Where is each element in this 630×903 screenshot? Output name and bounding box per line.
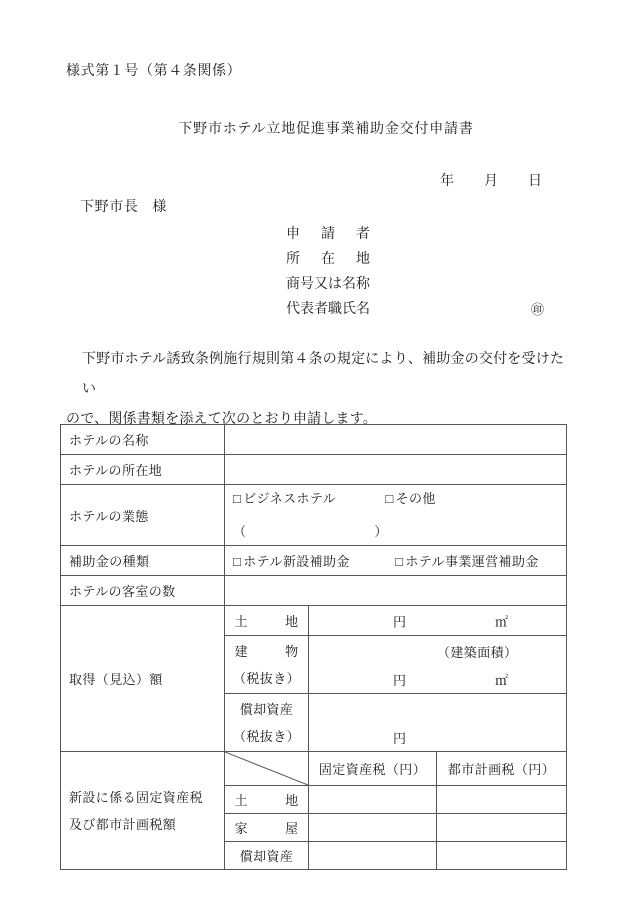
checkbox-icon: □ bbox=[233, 554, 242, 569]
diagonal-line-icon bbox=[225, 752, 308, 785]
applicant-address-label: 所 在 地 bbox=[286, 252, 370, 267]
body-paragraph bbox=[66, 345, 566, 435]
hotel-address-label: ホテルの所在地 bbox=[61, 455, 225, 485]
square-meter-unit-label: ㎡ bbox=[495, 614, 509, 629]
tax-land-fixed-value[interactable] bbox=[309, 786, 437, 814]
table-row-tax-header bbox=[61, 752, 567, 786]
hotel-type-label: ホテルの業態 bbox=[61, 485, 225, 546]
body-paragraph-line2: ので、関係書類を添えて次のとおり申請します。 bbox=[66, 412, 377, 427]
table-row-hotel-address bbox=[61, 455, 567, 485]
tax-depreciable-label: 償却資産 bbox=[225, 842, 309, 870]
subsidy-option1-label: ホテル新設補助金 bbox=[243, 554, 350, 569]
tax-header-city-planning: 都市計画税（円） bbox=[437, 752, 567, 786]
subsidy-type-label: 補助金の種類 bbox=[61, 546, 225, 576]
date-day-label: 日 bbox=[528, 174, 542, 189]
applicant-label: 申 請 者 bbox=[286, 227, 370, 242]
applicant-row-representative bbox=[286, 297, 545, 322]
body-paragraph-line1: 下野市ホテル誘致条例施行規則第４条の規定により、補助金の交付を受けたい bbox=[82, 352, 565, 397]
hotel-type-checkbox-business[interactable] bbox=[233, 491, 336, 506]
applicant-company-label: 商号又は名称 bbox=[286, 277, 370, 292]
date-line bbox=[440, 170, 542, 190]
table-row-room-count bbox=[61, 576, 567, 606]
table-row-acquisition-land bbox=[61, 606, 567, 636]
addressee bbox=[80, 196, 167, 216]
hotel-name-value[interactable] bbox=[225, 425, 567, 455]
acquisition-depreciable-value[interactable] bbox=[309, 694, 567, 752]
checkbox-icon: □ bbox=[395, 554, 404, 569]
subsidy-checkbox-new[interactable] bbox=[233, 554, 350, 569]
acquisition-land-value[interactable] bbox=[309, 606, 567, 636]
tax-land-city-value[interactable] bbox=[437, 786, 567, 814]
tax-depreciable-city-value[interactable] bbox=[437, 842, 567, 870]
tax-diagonal-cell bbox=[225, 752, 309, 786]
applicant-block bbox=[286, 222, 545, 322]
date-year-label: 年 bbox=[440, 174, 454, 189]
acquisition-label: 取得（見込）額 bbox=[61, 606, 225, 752]
paren-open: （ bbox=[233, 524, 247, 539]
hotel-type-checkbox-other[interactable] bbox=[385, 491, 435, 506]
yen-unit-label: 円 bbox=[393, 614, 407, 629]
acquisition-land-label: 土 地 bbox=[225, 606, 309, 636]
tax-depreciable-fixed-value[interactable] bbox=[309, 842, 437, 870]
building-area-note: （建築面積） bbox=[437, 645, 518, 660]
application-table bbox=[60, 424, 567, 870]
yen-unit-label: 円 bbox=[393, 673, 407, 688]
subsidy-checkbox-operation[interactable] bbox=[395, 554, 539, 569]
room-count-value[interactable] bbox=[225, 576, 567, 606]
tax-house-city-value[interactable] bbox=[437, 814, 567, 842]
acquisition-building-value[interactable] bbox=[309, 636, 567, 694]
subsidy-option2-label: ホテル事業運営補助金 bbox=[405, 554, 539, 569]
applicant-representative-label: 代表者職氏名 bbox=[286, 302, 370, 317]
seal-icon: ㊞ bbox=[531, 302, 545, 317]
hotel-name-label: ホテルの名称 bbox=[61, 425, 225, 455]
addressee-name: 下野市長 bbox=[80, 200, 139, 215]
checkbox-icon: □ bbox=[233, 491, 242, 506]
acquisition-building-label: 建 物 （税抜き） bbox=[225, 636, 309, 694]
subsidy-type-options bbox=[225, 546, 567, 576]
tax-house-fixed-value[interactable] bbox=[309, 814, 437, 842]
acquisition-depreciable-label: 償却資産 （税抜き） bbox=[225, 694, 309, 752]
hotel-type-option1-label: ビジネスホテル bbox=[243, 491, 337, 506]
paren-close: ） bbox=[374, 524, 388, 539]
room-count-label: ホテルの客室の数 bbox=[61, 576, 225, 606]
date-month-label: 月 bbox=[484, 174, 498, 189]
checkbox-icon: □ bbox=[385, 491, 394, 506]
applicant-row-address bbox=[286, 247, 370, 272]
hotel-type-other-input[interactable] bbox=[233, 518, 558, 545]
square-meter-unit-label: ㎡ bbox=[495, 673, 509, 688]
hotel-type-options bbox=[225, 485, 567, 546]
hotel-address-value[interactable] bbox=[225, 455, 567, 485]
yen-unit-label: 円 bbox=[393, 731, 407, 746]
table-row-hotel-type bbox=[61, 485, 567, 546]
applicant-row-company-name bbox=[286, 272, 370, 297]
applicant-row-applicant bbox=[286, 222, 370, 247]
tax-land-label: 土 地 bbox=[225, 786, 309, 814]
form-number: 様式第１号（第４条関係） bbox=[66, 64, 242, 79]
hotel-type-option2-label: その他 bbox=[395, 491, 436, 506]
tax-house-label: 家 屋 bbox=[225, 814, 309, 842]
tax-header-fixed-asset: 固定資産税（円） bbox=[309, 752, 437, 786]
addressee-honorific: 様 bbox=[152, 200, 168, 215]
document-title: 下野市ホテル立地促進事業補助金交付申請書 bbox=[178, 122, 474, 137]
table-row-hotel-name bbox=[61, 425, 567, 455]
tax-label: 新設に係る固定資産税 及び都市計画税額 bbox=[61, 752, 225, 870]
table-row-subsidy-type bbox=[61, 546, 567, 576]
